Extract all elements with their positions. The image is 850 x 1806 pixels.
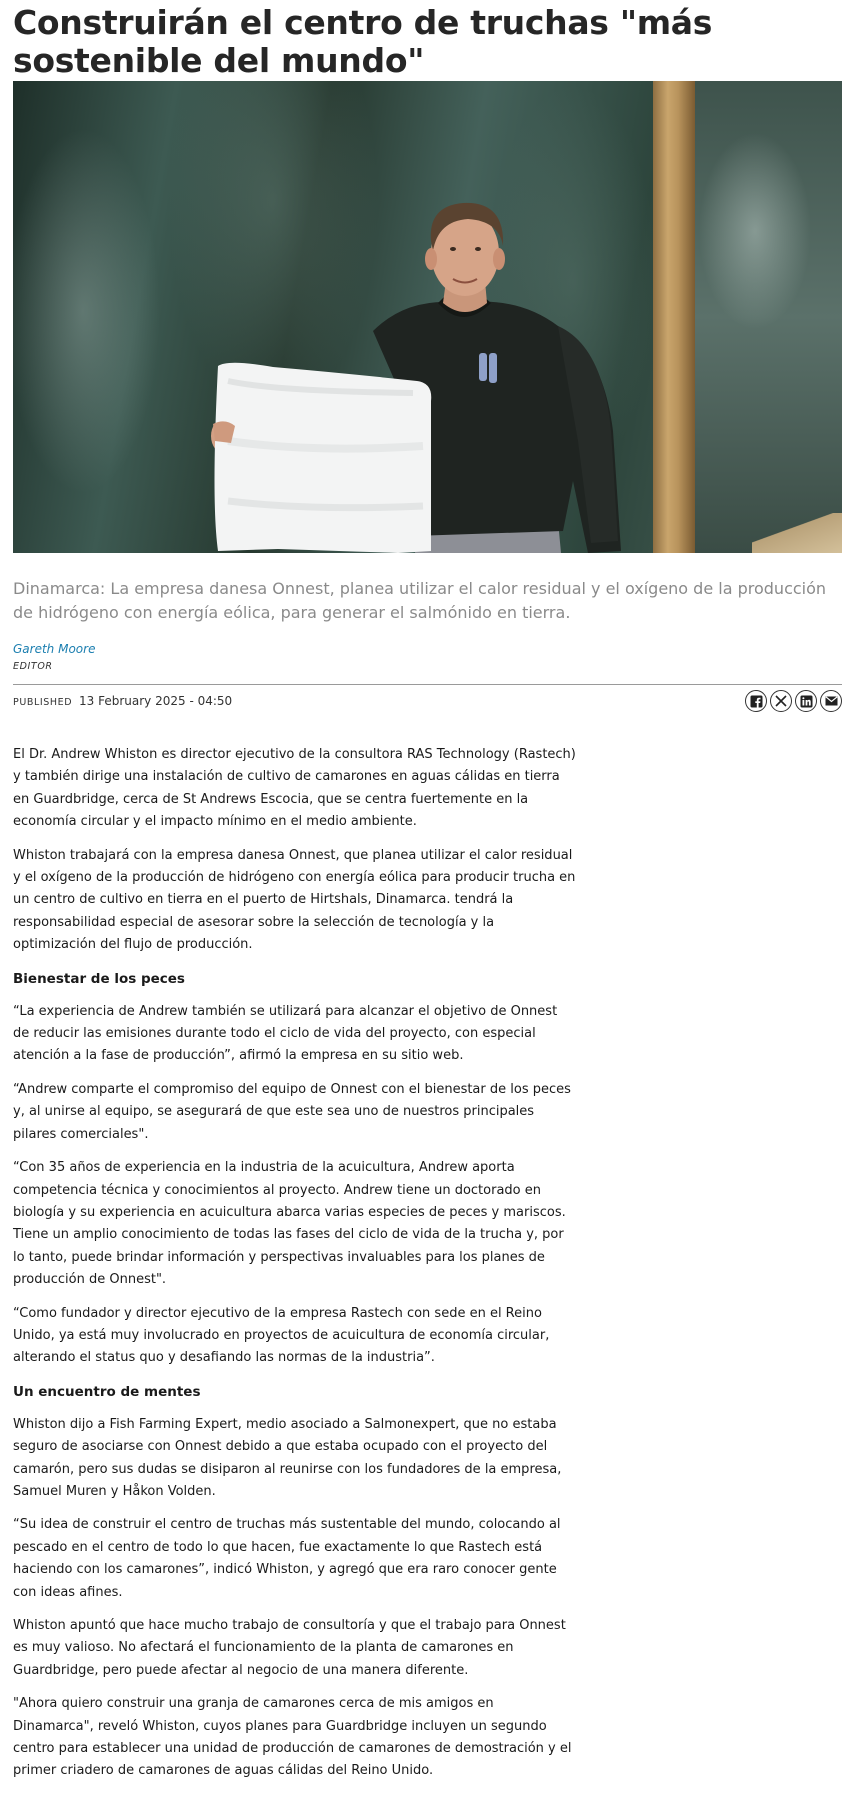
photo-caption: Dinamarca: La empresa danesa Onnest, planea utilizar el calor residual y el oxígeno de la producción de hidrógeno con energía eólica, para generar el salmónido en tierra. — [13, 579, 827, 622]
paragraph: “Andrew comparte el compromiso del equipo de Onnest con el bienestar de los peces y, al unirse al equipo, se asegurará de que este sea uno de nuestros principales pilares comerciales". — [13, 1081, 571, 1142]
paragraph: "Ahora quiero construir una granja de camarones cerca de mis amigos en Dinamarca", reveló Whiston, cuyos planes para Guardbridge incluyen un segundo centro para establecer una unidad de producción de camarones de demostración y el primer criadero de camarones de aguas cálidas del Reino Unido. — [13, 1696, 572, 1779]
author-role: EDITOR — [13, 661, 53, 672]
published-label: PUBLISHED — [13, 697, 73, 708]
facebook-icon — [750, 695, 763, 708]
author-link[interactable]: Gareth Moore — [13, 642, 96, 656]
man-holding-insulation — [13, 81, 842, 553]
share-buttons — [745, 690, 842, 712]
paragraph: “La experiencia de Andrew también se utilizará para alcanzar el objetivo de Onnest de reducir las emisiones durante todo el ciclo de vida del proyecto, con especial atención a la fase de producción”, afirmó la empresa en su sitio web. — [13, 1003, 558, 1064]
email-icon — [825, 696, 838, 706]
paragraph: “Como fundador y director ejecutivo de la empresa Rastech con sede en el Reino Unido, ya está muy involucrado en proyectos de acuicultura de economía circular, alterando el status quo y desafiando las normas de la industria”. — [13, 1305, 550, 1366]
section-heading: Un encuentro de mentes — [13, 1383, 201, 1400]
paragraph: Whiston trabajará con la empresa danesa Onnest, que planea utilizar el calor residual y el oxígeno de la producción de hidrógeno con energía eólica para producir trucha en un centro de cultivo en tierra en el puerto de Hirtshals, Dinamarca. tendrá la responsabilidad especial de asesorar sobre la selección de tecnología y la optimización del flujo de producción. — [13, 847, 576, 953]
share-linkedin-button[interactable] — [795, 690, 817, 712]
article-photo[interactable] — [13, 81, 842, 553]
paragraph: Whiston dijo a Fish Farming Expert, medio asociado a Salmonexpert, que no estaba seguro de asociarse con Onnest debido a que estaba ocupado con el proyecto del camarón, pero sus dudas se disiparon al reunirse con los fundadores de la empresa, Samuel Muren y Håkon Volden. — [13, 1416, 562, 1499]
paragraph: El Dr. Andrew Whiston es director ejecutivo de la consultora RAS Technology (Rastech) y también dirige una instalación de cultivo de camarones en aguas cálidas en tierra en Guardbridge, cerca de St Andrews Escocia, que se centra fuertemente en la economía circular y el impacto mínimo en el medio ambiente. — [13, 747, 576, 830]
divider — [13, 684, 842, 685]
share-email-button[interactable] — [820, 690, 842, 712]
x-icon — [775, 695, 787, 707]
share-facebook-button[interactable] — [745, 690, 767, 712]
linkedin-icon — [800, 695, 813, 708]
article-body — [13, 744, 576, 1794]
section-heading: Bienestar de los peces — [13, 970, 185, 987]
published-date-value: 13 February 2025 - 04:50 — [79, 694, 233, 708]
published-date — [13, 694, 232, 708]
paragraph: “Con 35 años de experiencia en la industria de la acuicultura, Andrew aporta competencia técnica y conocimientos al proyecto. Andrew tiene un doctorado en biología y su experiencia en acuicultura abarca varias especies de peces y mariscos. Tiene un amplio conocimiento de todas las fases del ciclo de vida de la trucha y, por lo tanto, puede brindar información y perspectivas invaluables para los planes de producción de Onnest". — [13, 1160, 566, 1288]
article-title: Construirán el centro de truchas "más sostenible del mundo" — [13, 3, 713, 80]
share-x-button[interactable] — [770, 690, 792, 712]
paragraph: “Su idea de construir el centro de truchas más sustentable del mundo, colocando al pescado en el centro de todo lo que hacen, fue exactamente lo que Rastech está haciendo con los camarones”, indicó Whiston, y agregó que era raro conocer gente con ideas afines. — [13, 1517, 561, 1600]
paragraph: Whiston apuntó que hace mucho trabajo de consultoría y que el trabajo para Onnest es muy valioso. No afectará el funcionamiento de la planta de camarones en Guardbridge, pero puede afectar al negocio de una manera diferente. — [13, 1618, 566, 1678]
